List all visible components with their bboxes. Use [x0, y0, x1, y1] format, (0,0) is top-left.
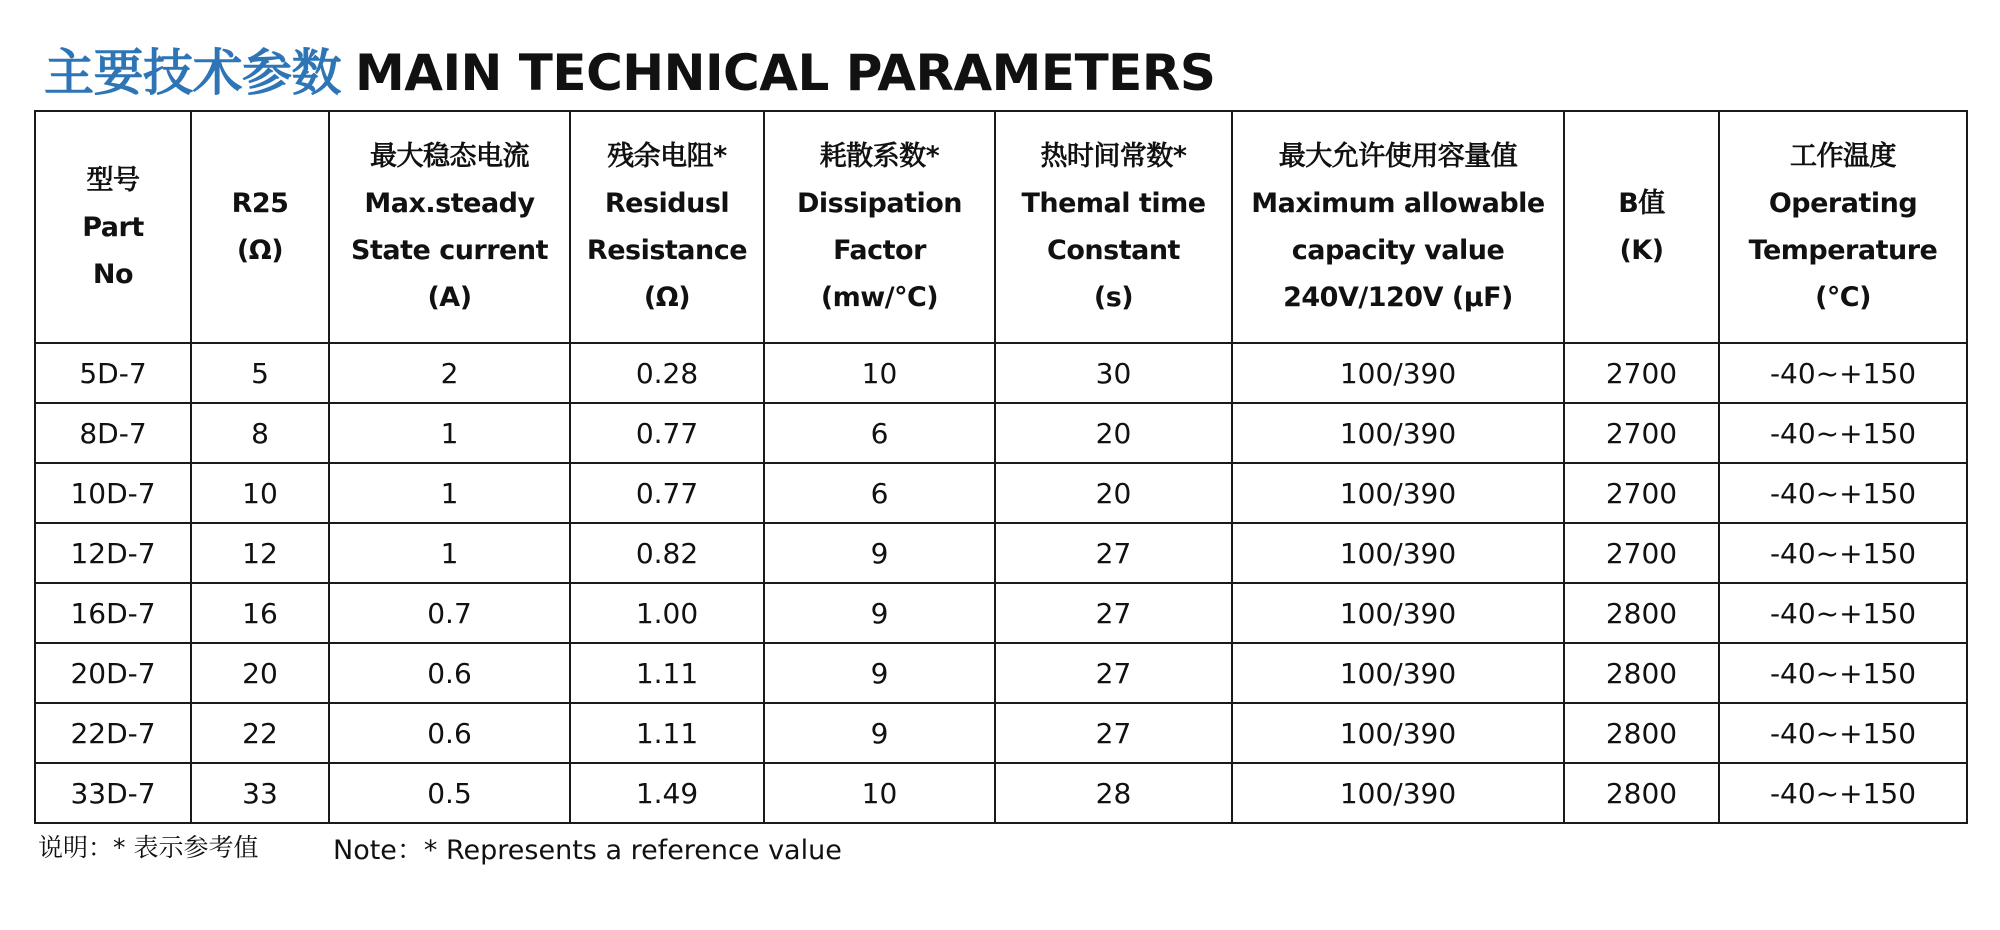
header-line: Residusl: [604, 188, 730, 219]
cell-residual-resistance: 1.49: [570, 763, 764, 823]
cell-b-value: 2800: [1564, 703, 1719, 763]
cell-thermal-time-constant: 27: [995, 703, 1232, 763]
cell-operating-temperature: -40~+150: [1719, 643, 1967, 703]
cell-max-capacity-value: 100/390: [1232, 703, 1564, 763]
cell-max-capacity-value: 100/390: [1232, 463, 1564, 523]
cell-part-no: 12D-7: [35, 523, 191, 583]
cell-thermal-time-constant: 27: [995, 523, 1232, 583]
cell-r25: 22: [191, 703, 329, 763]
cell-residual-resistance: 1.11: [570, 643, 764, 703]
header-line: (K): [1619, 235, 1664, 266]
cell-thermal-time-constant: 28: [995, 763, 1232, 823]
note-chinese: 说明：* 表示参考值: [38, 833, 259, 862]
cell-r25: 8: [191, 403, 329, 463]
cell-r25: 20: [191, 643, 329, 703]
cell-residual-resistance: 0.77: [570, 403, 764, 463]
title-chinese: 主要技术参数: [44, 44, 341, 102]
cell-dissipation-factor: 10: [764, 763, 995, 823]
header-line: R25: [231, 188, 289, 219]
header-thermal-time-constant: [995, 111, 1232, 343]
header-residual-resistance: [570, 111, 764, 343]
cell-b-value: 2800: [1564, 643, 1719, 703]
header-line: capacity value: [1291, 235, 1505, 266]
cell-part-no: 22D-7: [35, 703, 191, 763]
cell-max-capacity-value: 100/390: [1232, 403, 1564, 463]
cell-operating-temperature: -40~+150: [1719, 523, 1967, 583]
cell-part-no: 16D-7: [35, 583, 191, 643]
cell-b-value: 2700: [1564, 523, 1719, 583]
header-operating-temperature: [1719, 111, 1967, 343]
cell-thermal-time-constant: 20: [995, 403, 1232, 463]
header-line: Part: [82, 211, 144, 243]
header-line: Factor: [833, 235, 926, 266]
cell-max-steady-current: 0.6: [329, 703, 570, 763]
cell-dissipation-factor: 9: [764, 523, 995, 583]
header-line: (Ω): [236, 235, 284, 266]
header-line: Max.steady: [364, 188, 535, 219]
header-line: (A): [427, 282, 472, 313]
header-line: 工作温度: [1790, 141, 1896, 172]
cell-r25: 5: [191, 343, 329, 403]
cell-b-value: 2800: [1564, 583, 1719, 643]
cell-thermal-time-constant: 27: [995, 643, 1232, 703]
table-row: [35, 643, 1967, 703]
cell-max-capacity-value: 100/390: [1232, 523, 1564, 583]
cell-operating-temperature: -40~+150: [1719, 343, 1967, 403]
note-english: Note：* Represents a reference value: [333, 835, 842, 866]
cell-residual-resistance: 1.11: [570, 703, 764, 763]
header-line: Themal time: [1021, 188, 1206, 219]
cell-max-steady-current: 1: [329, 463, 570, 523]
header-line: 型号: [86, 164, 140, 196]
header-line: (mw/℃): [820, 282, 939, 313]
header-line: 耗散系数*: [819, 141, 940, 172]
header-line: Dissipation: [796, 188, 963, 219]
table-row: [35, 763, 1967, 823]
parameters-table: [34, 110, 1968, 824]
cell-max-steady-current: 2: [329, 343, 570, 403]
cell-residual-resistance: 1.00: [570, 583, 764, 643]
header-r25: [191, 111, 329, 343]
cell-max-capacity-value: 100/390: [1232, 763, 1564, 823]
header-line: Resistance: [586, 235, 748, 266]
header-line: Maximum allowable: [1251, 188, 1545, 219]
header-max-steady-current: [329, 111, 570, 343]
cell-operating-temperature: -40~+150: [1719, 403, 1967, 463]
cell-b-value: 2700: [1564, 343, 1719, 403]
header-line: 最大允许使用容量值: [1278, 141, 1518, 172]
header-b-value: [1564, 111, 1719, 343]
cell-operating-temperature: -40~+150: [1719, 703, 1967, 763]
cell-dissipation-factor: 6: [764, 463, 995, 523]
table-body: [35, 343, 1967, 823]
header-line: (℃): [1815, 282, 1871, 313]
header-line: Constant: [1047, 235, 1180, 266]
cell-part-no: 33D-7: [35, 763, 191, 823]
header-max-capacity-value: [1232, 111, 1564, 343]
table-row: [35, 463, 1967, 523]
header-line: 240V/120V (μF): [1283, 282, 1513, 313]
header-dissipation-factor: [764, 111, 995, 343]
cell-r25: 16: [191, 583, 329, 643]
cell-operating-temperature: -40~+150: [1719, 463, 1967, 523]
cell-operating-temperature: -40~+150: [1719, 583, 1967, 643]
cell-part-no: 20D-7: [35, 643, 191, 703]
cell-thermal-time-constant: 20: [995, 463, 1232, 523]
cell-part-no: 5D-7: [35, 343, 191, 403]
table-row: [35, 403, 1967, 463]
cell-r25: 33: [191, 763, 329, 823]
header-line: 残余电阻*: [607, 141, 727, 172]
cell-r25: 12: [191, 523, 329, 583]
cell-residual-resistance: 0.77: [570, 463, 764, 523]
cell-dissipation-factor: 9: [764, 643, 995, 703]
cell-dissipation-factor: 9: [764, 703, 995, 763]
cell-residual-resistance: 0.82: [570, 523, 764, 583]
header-line: B值: [1618, 188, 1665, 219]
cell-max-steady-current: 1: [329, 523, 570, 583]
cell-residual-resistance: 0.28: [570, 343, 764, 403]
header-line: (s): [1093, 282, 1134, 313]
table-row: [35, 703, 1967, 763]
header-line: 热时间常数*: [1040, 141, 1187, 172]
cell-dissipation-factor: 10: [764, 343, 995, 403]
table-header-row: [35, 111, 1967, 343]
cell-r25: 10: [191, 463, 329, 523]
cell-max-steady-current: 1: [329, 403, 570, 463]
page-title: [44, 38, 1215, 108]
cell-part-no: 10D-7: [35, 463, 191, 523]
cell-max-steady-current: 0.5: [329, 763, 570, 823]
cell-max-capacity-value: 100/390: [1232, 643, 1564, 703]
cell-max-capacity-value: 100/390: [1232, 343, 1564, 403]
cell-max-steady-current: 0.6: [329, 643, 570, 703]
header-line: (Ω): [643, 282, 691, 313]
cell-b-value: 2700: [1564, 403, 1719, 463]
table-row: [35, 523, 1967, 583]
header-line: No: [92, 258, 134, 290]
header-line: State current: [351, 235, 548, 266]
cell-max-steady-current: 0.7: [329, 583, 570, 643]
cell-max-capacity-value: 100/390: [1232, 583, 1564, 643]
header-line: Operating: [1768, 188, 1918, 219]
header-line: Temperature: [1748, 235, 1938, 266]
cell-dissipation-factor: 9: [764, 583, 995, 643]
cell-thermal-time-constant: 30: [995, 343, 1232, 403]
table-row: [35, 343, 1967, 403]
cell-b-value: 2800: [1564, 763, 1719, 823]
cell-operating-temperature: -40~+150: [1719, 763, 1967, 823]
cell-thermal-time-constant: 27: [995, 583, 1232, 643]
table-row: [35, 583, 1967, 643]
header-line: 最大稳态电流: [370, 141, 529, 172]
cell-b-value: 2700: [1564, 463, 1719, 523]
cell-part-no: 8D-7: [35, 403, 191, 463]
header-part-no: [35, 111, 191, 343]
title-english: MAIN TECHNICAL PARAMETERS: [355, 44, 1216, 102]
cell-dissipation-factor: 6: [764, 403, 995, 463]
